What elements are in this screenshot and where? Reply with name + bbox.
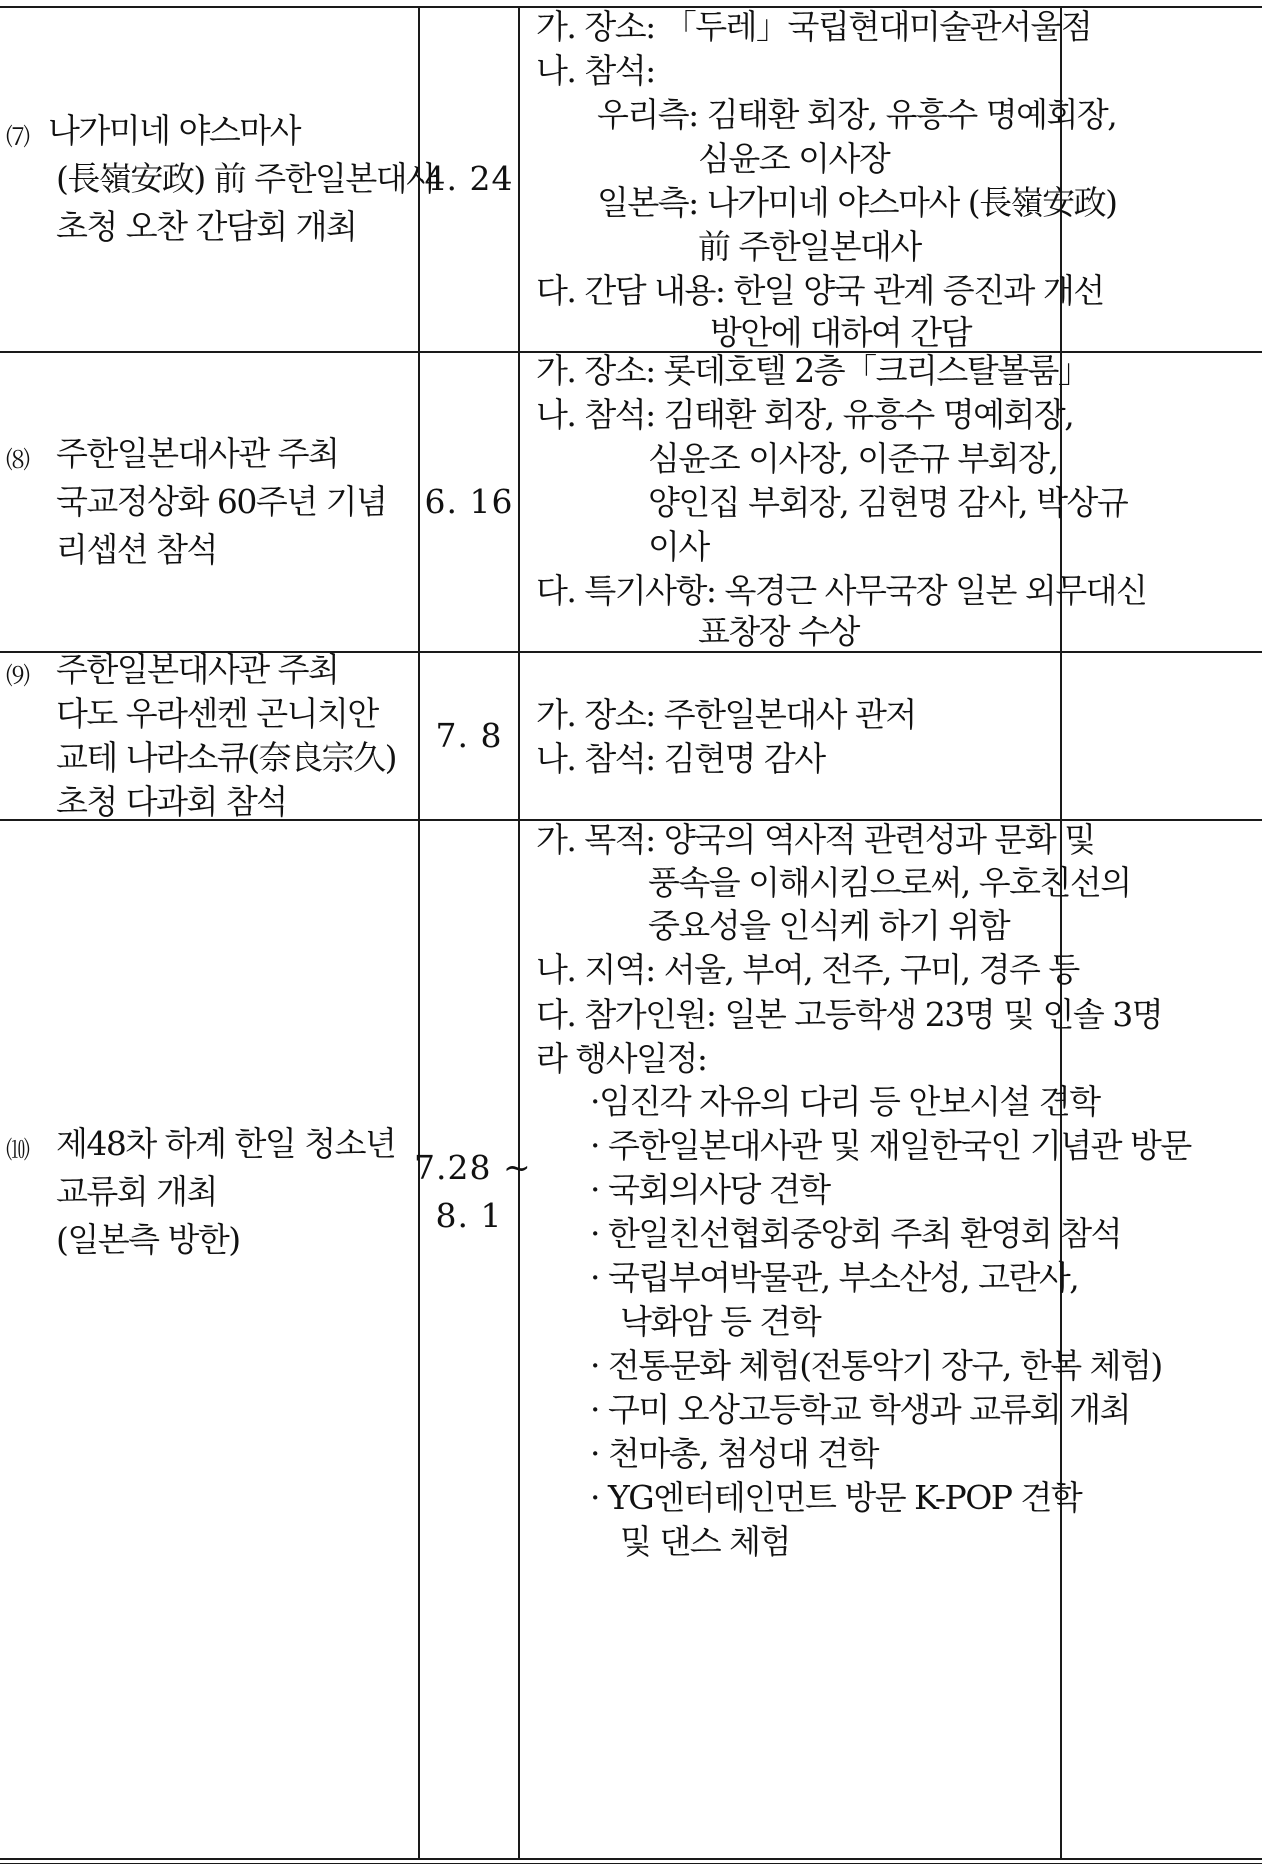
detail-line: 가. 장소: 롯데호텔 2층「크리스탈볼룸」 [536,351,1090,390]
detail-line: 중요성을 인식케 하기 위함 [648,906,1010,945]
detail-line: 심윤조 이사장, 이준규 부회장, [648,439,1058,478]
detail-line: 심윤조 이사장 [698,139,890,178]
schedule-item: · 한일친선협회중앙회 주최 환영회 참석 [590,1214,1121,1253]
detail-line: 나. 참석: 김현명 감사 [536,739,825,778]
item-title-line: (일본측 방한) [56,1220,240,1259]
item-title-line: 교류회 개최 [56,1172,217,1211]
column-divider [518,6,520,1860]
item-date: 7. 8 [435,716,503,755]
schedule-item: · 국회의사당 견학 [590,1170,830,1209]
item-date: 8. 1 [435,1196,503,1235]
item-title-line: 다도 우라센켄 곤니치안 [56,694,378,733]
item-date: 4. 24 [424,159,514,198]
schedule-item: · 국립부여박물관, 부소산성, 고란사, [590,1258,1079,1297]
table-border-bottom-double [0,1863,1262,1864]
item-title-line: 교테 나라소큐(奈良宗久) [56,738,397,777]
schedule-item: · 전통문화 체험(전통악기 장구, 한복 체험) [590,1346,1162,1385]
detail-line: 다. 간담 내용: 한일 양국 관계 증진과 개선 [536,271,1104,310]
item-number: ⑼ [6,662,30,690]
item-title-line: 주한일본대사관 주최 [56,434,339,473]
item-number: ⑺ [6,123,30,151]
item-title-line: 주한일본대사관 주최 [56,650,339,689]
detail-line: 다. 특기사항: 옥경근 사무국장 일본 외무대신 [536,571,1147,610]
detail-line: 다. 참가인원: 일본 고등학생 23명 및 인솔 3명 [536,995,1163,1034]
column-divider [418,6,420,1860]
item-number: ⑻ [6,446,30,474]
detail-line: 가. 목적: 양국의 역사적 관련성과 문화 및 [536,820,1095,859]
item-title-line: 나가미네 야스마사 [48,111,301,150]
detail-line: 풍속을 이해시킴으로써, 우호친선의 [648,863,1131,902]
detail-line: 가. 장소: 「두레」국립현대미술관서울점 [536,7,1092,46]
item-title-line: 리셉션 참석 [56,530,217,569]
schedule-item: · 주한일본대사관 및 재일한국인 기념관 방문 [590,1126,1191,1165]
detail-line: 가. 장소: 주한일본대사 관저 [536,695,916,734]
item-date: 6. 16 [424,482,514,521]
schedule-item: 낙화암 등 견학 [620,1302,821,1341]
item-title-line: 제48차 하계 한일 청소년 [56,1124,396,1163]
detail-line: 우리측: 김태환 회장, 유흥수 명예회장, [597,95,1117,134]
schedule-item: · 천마총, 첨성대 견학 [590,1434,878,1473]
detail-line: 양인집 부회장, 김현명 감사, 박상규 [648,483,1128,522]
item-title-line: 국교정상화 60주년 기념 [56,482,387,521]
item-date: 7.28 ~ [414,1148,532,1187]
detail-line: 나. 참석: 김태환 회장, 유흥수 명예회장, [536,395,1074,434]
detail-line: 표창장 수상 [698,612,859,651]
detail-line: 나. 지역: 서울, 부여, 전주, 구미, 경주 등 [536,950,1079,989]
detail-line: 나. 참석: [536,51,655,90]
detail-line: 방안에 대하여 간담 [710,313,972,352]
item-title-line: (長嶺安政) 前 주한일본대사 [56,159,437,198]
detail-line: 일본측: 나가미네 야스마사 (長嶺安政) [597,183,1117,222]
item-number: ⑽ [6,1136,30,1164]
schedule-item: ·임진각 자유의 다리 등 안보시설 견학 [590,1082,1100,1121]
detail-line: 라 행사일정: [536,1039,707,1078]
table-border-bottom [0,1858,1262,1860]
schedule-item: 및 댄스 체험 [620,1522,790,1561]
item-title-line: 초청 다과회 참석 [56,782,287,821]
detail-line: 이사 [648,527,709,566]
schedule-item: · YG엔터테인먼트 방문 K-POP 견학 [590,1478,1082,1517]
item-title-line: 초청 오찬 간담회 개최 [56,207,357,246]
schedule-item: · 구미 오상고등학교 학생과 교류회 개최 [590,1390,1130,1429]
detail-line: 前 주한일본대사 [698,227,921,266]
